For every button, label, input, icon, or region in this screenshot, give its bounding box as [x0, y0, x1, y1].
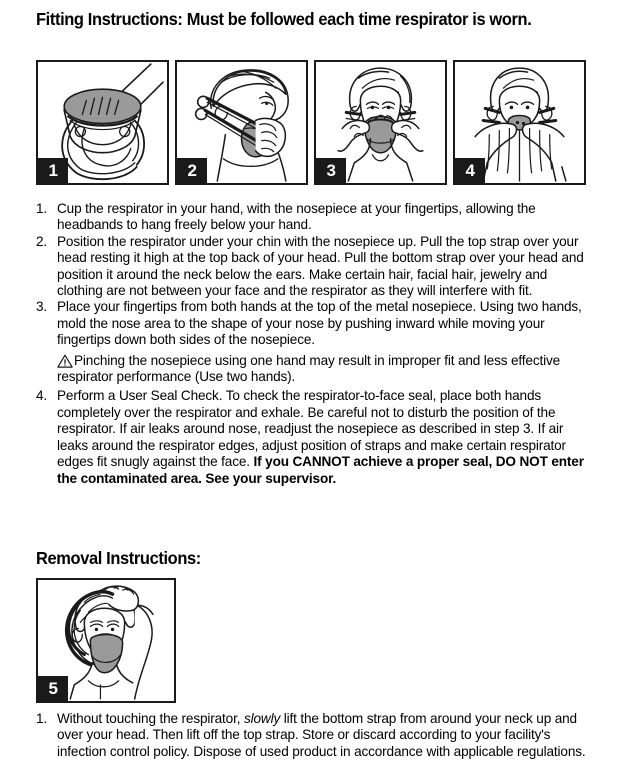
removal-instructions-heading: Removal Instructions:: [36, 548, 201, 568]
fitting-figure-strip: [36, 60, 588, 185]
removal-step-1-number: 1.: [36, 711, 48, 726]
warning-triangle-icon: [57, 354, 73, 368]
fitting-step-4-text: [57, 388, 592, 486]
fitting-step-3: [36, 299, 592, 348]
nosepiece-warning-note: [36, 353, 592, 386]
nosepiece-warning-text: Pinching the nosepiece using one hand may result in improper fit and less effective respirator performance (Use two hands).: [57, 352, 561, 385]
figure-badge-3: 3: [316, 158, 346, 183]
removal-step-1: [36, 711, 592, 760]
figure-panel-5: [36, 578, 176, 703]
figure-panel-1: [36, 60, 169, 185]
fitting-step-2-text: Position the respirator under your chin with the nosepiece up. Pull the top strap over your head resting it high at the top back of your head. Pull the bottom strap over your head and position it around the neck below the ears. Make certain hair, facial hair, jewelry and clothing are not between your face and the respirator as they will interfere with fit.: [57, 233, 584, 299]
figure-badge-5: 5: [38, 676, 68, 701]
figure-panel-3: [314, 60, 447, 185]
figure-panel-4: [453, 60, 586, 185]
removal-steps-list: [36, 711, 592, 760]
figure-badge-2: 2: [177, 158, 207, 183]
fitting-step-4-number: 4.: [36, 388, 48, 404]
fitting-steps-list: [36, 201, 592, 487]
fitting-step-2: [36, 234, 592, 300]
figure-panel-2: [175, 60, 308, 185]
fitting-step-4: [36, 388, 592, 486]
removal-step-1-text-before: Without touching the respirator,: [57, 711, 244, 726]
fitting-step-1: [36, 201, 592, 234]
fitting-step-2-number: 2.: [36, 233, 48, 249]
fitting-step-4-text-bold: If you CANNOT achieve a proper seal, DO NOT enter the contaminated area. See your supervisor.: [57, 454, 584, 486]
fitting-step-4-text-plain: Perform a User Seal Check. To check the respirator-to-face seal, place both hands completely over the respirator and exhale. Be careful not to disturb the position of the respirator. If air leaks around nose, readjust the nosepiece as described in step 3. If air leaks around the respirator edges, adjust position of straps and make certain respirator edges fit snugly against the face.: [57, 388, 566, 470]
figure-badge-1: 1: [38, 158, 68, 183]
removal-step-1-text: [57, 711, 592, 760]
removal-step-1-text-after: lift the bottom strap from around your neck up and over your head. Then lift off the top strap. Store or discard according to your facility's infection control policy. Dispose of used product in accordance with applicable regulations.: [57, 711, 586, 759]
removal-step-1-text-italic: slowly: [243, 711, 281, 726]
fitting-instructions-heading: Fitting Instructions: Must be followed each time respirator is worn.: [36, 9, 532, 29]
fitting-step-1-text: Cup the respirator in your hand, with the nosepiece at your fingertips, allowing the headbands to hang freely below your hand.: [57, 201, 536, 233]
fitting-step-3-number: 3.: [36, 299, 48, 315]
figure-badge-4: 4: [455, 158, 485, 183]
fitting-step-3-text: Place your fingertips from both hands at the top of the metal nosepiece. Using two hands, mold the nose area to the shape of your nose by pushing inward while moving your fingertips down both sides of the nosepiece.: [57, 299, 582, 348]
fitting-step-1-number: 1.: [36, 201, 48, 216]
